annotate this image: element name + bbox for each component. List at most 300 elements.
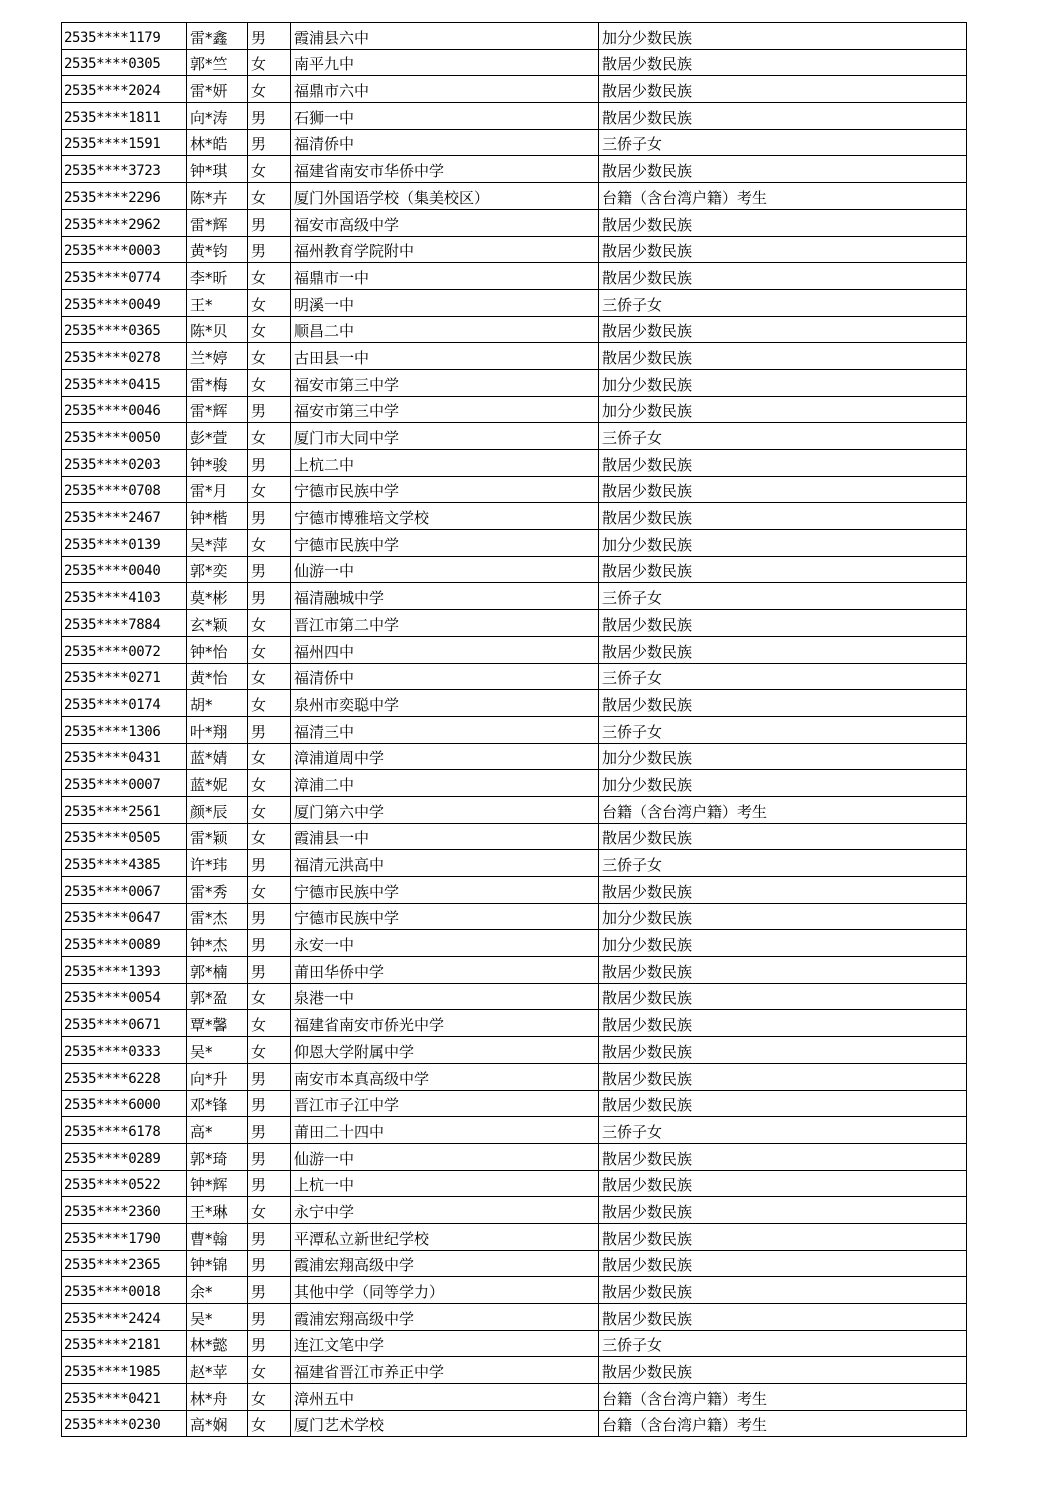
name-cell: 雷*辉 [187, 209, 248, 236]
school-cell: 仙游一中 [291, 556, 599, 583]
candidate-id-cell: 2535****7884 [62, 610, 187, 637]
table-row [62, 23, 967, 50]
category-cell: 加分少数民族 [599, 530, 967, 557]
school-cell: 泉州市奕聪中学 [291, 690, 599, 717]
school-cell: 晋江市第二中学 [291, 610, 599, 637]
category-cell: 三侨子女 [599, 663, 967, 690]
candidate-id-cell: 2535****0415 [62, 369, 187, 396]
table-row [62, 1357, 967, 1384]
school-cell: 其他中学（同等学力） [291, 1277, 599, 1304]
school-cell: 漳浦二中 [291, 770, 599, 797]
gender-cell: 男 [248, 716, 291, 743]
category-cell: 散居少数民族 [599, 343, 967, 370]
candidate-id-cell: 2535****0007 [62, 770, 187, 797]
school-cell: 福建省晋江市养正中学 [291, 1357, 599, 1384]
school-cell: 福建省南安市华侨中学 [291, 156, 599, 183]
school-cell: 晋江市子江中学 [291, 1090, 599, 1117]
table-row [62, 129, 967, 156]
category-cell: 加分少数民族 [599, 369, 967, 396]
name-cell: 雷*杰 [187, 903, 248, 930]
candidate-id-cell: 2535****0018 [62, 1277, 187, 1304]
table-row [62, 476, 967, 503]
gender-cell: 女 [248, 289, 291, 316]
name-cell: 雷*鑫 [187, 23, 248, 50]
school-cell: 宁德市民族中学 [291, 903, 599, 930]
school-cell: 上杭一中 [291, 1170, 599, 1197]
table-row [62, 823, 967, 850]
name-cell: 兰*婷 [187, 343, 248, 370]
name-cell: 高*娴 [187, 1410, 248, 1437]
gender-cell: 女 [248, 76, 291, 103]
candidate-id-cell: 2535****2365 [62, 1250, 187, 1277]
candidate-id-cell: 2535****0050 [62, 423, 187, 450]
candidate-id-cell: 2535****2424 [62, 1304, 187, 1331]
name-cell: 吴* [187, 1037, 248, 1064]
candidate-id-cell: 2535****0049 [62, 289, 187, 316]
name-cell: 雷*秀 [187, 877, 248, 904]
name-cell: 郭*楠 [187, 957, 248, 984]
table-row [62, 530, 967, 557]
school-cell: 莆田华侨中学 [291, 957, 599, 984]
gender-cell: 女 [248, 1410, 291, 1437]
roster-table [61, 22, 967, 1437]
table-row [62, 76, 967, 103]
category-cell: 散居少数民族 [599, 450, 967, 477]
table-row [62, 636, 967, 663]
category-cell: 散居少数民族 [599, 1223, 967, 1250]
candidate-id-cell: 2535****0203 [62, 450, 187, 477]
school-cell: 霞浦宏翔高级中学 [291, 1250, 599, 1277]
school-cell: 仙游一中 [291, 1143, 599, 1170]
gender-cell: 女 [248, 530, 291, 557]
gender-cell: 男 [248, 1063, 291, 1090]
category-cell: 台籍（含台湾户籍）考生 [599, 796, 967, 823]
table-row [62, 423, 967, 450]
table-row [62, 503, 967, 530]
candidate-id-cell: 2535****0139 [62, 530, 187, 557]
gender-cell: 男 [248, 930, 291, 957]
candidate-id-cell: 2535****1790 [62, 1223, 187, 1250]
gender-cell: 男 [248, 1277, 291, 1304]
name-cell: 高* [187, 1117, 248, 1144]
gender-cell: 男 [248, 1330, 291, 1357]
category-cell: 散居少数民族 [599, 1170, 967, 1197]
category-cell: 散居少数民族 [599, 1010, 967, 1037]
name-cell: 叶*翔 [187, 716, 248, 743]
school-cell: 厦门艺术学校 [291, 1410, 599, 1437]
candidate-id-cell: 2535****0054 [62, 983, 187, 1010]
category-cell: 散居少数民族 [599, 503, 967, 530]
category-cell: 台籍（含台湾户籍）考生 [599, 1410, 967, 1437]
candidate-id-cell: 2535****2467 [62, 503, 187, 530]
table-row [62, 1304, 967, 1331]
gender-cell: 女 [248, 770, 291, 797]
candidate-id-cell: 2535****2181 [62, 1330, 187, 1357]
category-cell: 加分少数民族 [599, 23, 967, 50]
candidate-id-cell: 2535****2360 [62, 1197, 187, 1224]
school-cell: 宁德市博雅培文学校 [291, 503, 599, 530]
category-cell: 三侨子女 [599, 583, 967, 610]
table-row [62, 209, 967, 236]
name-cell: 雷*辉 [187, 396, 248, 423]
table-row [62, 770, 967, 797]
category-cell: 台籍（含台湾户籍）考生 [599, 183, 967, 210]
gender-cell: 女 [248, 343, 291, 370]
gender-cell: 男 [248, 850, 291, 877]
candidate-id-cell: 2535****0431 [62, 743, 187, 770]
gender-cell: 男 [248, 23, 291, 50]
name-cell: 陈*卉 [187, 183, 248, 210]
table-row [62, 1197, 967, 1224]
category-cell: 三侨子女 [599, 716, 967, 743]
table-row [62, 1063, 967, 1090]
gender-cell: 女 [248, 1037, 291, 1064]
table-row [62, 316, 967, 343]
category-cell: 三侨子女 [599, 423, 967, 450]
name-cell: 玄*颖 [187, 610, 248, 637]
category-cell: 散居少数民族 [599, 156, 967, 183]
gender-cell: 女 [248, 423, 291, 450]
candidate-id-cell: 2535****0067 [62, 877, 187, 904]
name-cell: 李*昕 [187, 263, 248, 290]
category-cell: 散居少数民族 [599, 209, 967, 236]
school-cell: 霞浦县一中 [291, 823, 599, 850]
gender-cell: 男 [248, 1223, 291, 1250]
table-row [62, 1143, 967, 1170]
school-cell: 福州四中 [291, 636, 599, 663]
name-cell: 雷*梅 [187, 369, 248, 396]
category-cell: 散居少数民族 [599, 1143, 967, 1170]
name-cell: 陈*贝 [187, 316, 248, 343]
name-cell: 赵*苹 [187, 1357, 248, 1384]
name-cell: 莫*彬 [187, 583, 248, 610]
table-row [62, 850, 967, 877]
candidate-id-cell: 2535****4385 [62, 850, 187, 877]
name-cell: 钟*辉 [187, 1170, 248, 1197]
gender-cell: 女 [248, 877, 291, 904]
name-cell: 颜*辰 [187, 796, 248, 823]
table-row [62, 877, 967, 904]
table-row [62, 343, 967, 370]
gender-cell: 男 [248, 556, 291, 583]
candidate-id-cell: 2535****1306 [62, 716, 187, 743]
name-cell: 雷*月 [187, 476, 248, 503]
category-cell: 三侨子女 [599, 1330, 967, 1357]
candidate-id-cell: 2535****0072 [62, 636, 187, 663]
gender-cell: 男 [248, 583, 291, 610]
category-cell: 散居少数民族 [599, 556, 967, 583]
candidate-id-cell: 2535****0003 [62, 236, 187, 263]
table-row [62, 236, 967, 263]
school-cell: 厦门市大同中学 [291, 423, 599, 450]
candidate-id-cell: 2535****2024 [62, 76, 187, 103]
category-cell: 三侨子女 [599, 289, 967, 316]
name-cell: 钟*怡 [187, 636, 248, 663]
gender-cell: 女 [248, 1357, 291, 1384]
school-cell: 福建省南安市侨光中学 [291, 1010, 599, 1037]
gender-cell: 男 [248, 1090, 291, 1117]
candidate-id-cell: 2535****0089 [62, 930, 187, 957]
name-cell: 曹*翰 [187, 1223, 248, 1250]
candidate-id-cell: 2535****0271 [62, 663, 187, 690]
name-cell: 王*琳 [187, 1197, 248, 1224]
candidate-id-cell: 2535****1393 [62, 957, 187, 984]
category-cell: 三侨子女 [599, 850, 967, 877]
candidate-id-cell: 2535****0230 [62, 1410, 187, 1437]
name-cell: 余* [187, 1277, 248, 1304]
table-row [62, 903, 967, 930]
table-row [62, 263, 967, 290]
gender-cell: 男 [248, 236, 291, 263]
gender-cell: 男 [248, 1143, 291, 1170]
category-cell: 散居少数民族 [599, 823, 967, 850]
candidate-id-cell: 2535****2561 [62, 796, 187, 823]
school-cell: 福安市第三中学 [291, 369, 599, 396]
name-cell: 郭*奕 [187, 556, 248, 583]
candidate-id-cell: 2535****0421 [62, 1384, 187, 1411]
name-cell: 雷*妍 [187, 76, 248, 103]
candidate-id-cell: 2535****0774 [62, 263, 187, 290]
candidate-id-cell: 2535****0522 [62, 1170, 187, 1197]
table-row [62, 690, 967, 717]
gender-cell: 男 [248, 1117, 291, 1144]
school-cell: 明溪一中 [291, 289, 599, 316]
school-cell: 霞浦县六中 [291, 23, 599, 50]
category-cell: 散居少数民族 [599, 1197, 967, 1224]
name-cell: 钟*杰 [187, 930, 248, 957]
school-cell: 莆田二十四中 [291, 1117, 599, 1144]
table-row [62, 1384, 967, 1411]
table-row [62, 396, 967, 423]
candidate-id-cell: 2535****4103 [62, 583, 187, 610]
school-cell: 福鼎市六中 [291, 76, 599, 103]
table-row [62, 663, 967, 690]
category-cell: 散居少数民族 [599, 76, 967, 103]
table-row [62, 610, 967, 637]
name-cell: 向*涛 [187, 103, 248, 130]
gender-cell: 女 [248, 476, 291, 503]
table-row [62, 289, 967, 316]
name-cell: 邓*锋 [187, 1090, 248, 1117]
category-cell: 散居少数民族 [599, 476, 967, 503]
category-cell: 散居少数民族 [599, 1090, 967, 1117]
school-cell: 福清侨中 [291, 129, 599, 156]
school-cell: 厦门外国语学校（集美校区） [291, 183, 599, 210]
school-cell: 平潭私立新世纪学校 [291, 1223, 599, 1250]
table-row [62, 556, 967, 583]
category-cell: 加分少数民族 [599, 770, 967, 797]
candidate-id-cell: 2535****0305 [62, 49, 187, 76]
name-cell: 林*懿 [187, 1330, 248, 1357]
school-cell: 漳浦道周中学 [291, 743, 599, 770]
candidate-id-cell: 2535****0174 [62, 690, 187, 717]
category-cell: 散居少数民族 [599, 983, 967, 1010]
candidate-id-cell: 2535****0671 [62, 1010, 187, 1037]
school-cell: 顺昌二中 [291, 316, 599, 343]
candidate-id-cell: 2535****0278 [62, 343, 187, 370]
table-row [62, 1037, 967, 1064]
gender-cell: 女 [248, 1197, 291, 1224]
candidate-id-cell: 2535****0647 [62, 903, 187, 930]
gender-cell: 女 [248, 823, 291, 850]
category-cell: 三侨子女 [599, 1117, 967, 1144]
gender-cell: 男 [248, 450, 291, 477]
category-cell: 加分少数民族 [599, 743, 967, 770]
name-cell: 黄*怡 [187, 663, 248, 690]
gender-cell: 男 [248, 1250, 291, 1277]
name-cell: 郭*琦 [187, 1143, 248, 1170]
school-cell: 宁德市民族中学 [291, 877, 599, 904]
gender-cell: 男 [248, 957, 291, 984]
gender-cell: 女 [248, 796, 291, 823]
name-cell: 钟*楷 [187, 503, 248, 530]
name-cell: 郭*竺 [187, 49, 248, 76]
gender-cell: 女 [248, 1010, 291, 1037]
gender-cell: 女 [248, 1384, 291, 1411]
school-cell: 厦门第六中学 [291, 796, 599, 823]
category-cell: 散居少数民族 [599, 1250, 967, 1277]
school-cell: 福鼎市一中 [291, 263, 599, 290]
name-cell: 钟*骏 [187, 450, 248, 477]
category-cell: 三侨子女 [599, 129, 967, 156]
table-row [62, 983, 967, 1010]
table-row [62, 1010, 967, 1037]
category-cell: 散居少数民族 [599, 236, 967, 263]
gender-cell: 男 [248, 903, 291, 930]
category-cell: 加分少数民族 [599, 930, 967, 957]
category-cell: 散居少数民族 [599, 877, 967, 904]
candidate-id-cell: 2535****1591 [62, 129, 187, 156]
candidate-id-cell: 2535****1811 [62, 103, 187, 130]
gender-cell: 女 [248, 263, 291, 290]
gender-cell: 男 [248, 103, 291, 130]
category-cell: 散居少数民族 [599, 636, 967, 663]
table-row [62, 49, 967, 76]
school-cell: 永宁中学 [291, 1197, 599, 1224]
school-cell: 石狮一中 [291, 103, 599, 130]
candidate-id-cell: 2535****0289 [62, 1143, 187, 1170]
category-cell: 散居少数民族 [599, 263, 967, 290]
school-cell: 仰恩大学附属中学 [291, 1037, 599, 1064]
gender-cell: 男 [248, 1170, 291, 1197]
gender-cell: 男 [248, 503, 291, 530]
category-cell: 散居少数民族 [599, 957, 967, 984]
table-row [62, 183, 967, 210]
table-row [62, 716, 967, 743]
table-row [62, 583, 967, 610]
table-row [62, 930, 967, 957]
school-cell: 福安市高级中学 [291, 209, 599, 236]
name-cell: 林*皓 [187, 129, 248, 156]
table-row [62, 1330, 967, 1357]
school-cell: 福清融城中学 [291, 583, 599, 610]
table-row [62, 450, 967, 477]
candidate-id-cell: 2535****0505 [62, 823, 187, 850]
category-cell: 加分少数民族 [599, 903, 967, 930]
table-row [62, 1250, 967, 1277]
table-row [62, 1170, 967, 1197]
candidate-id-cell: 2535****6000 [62, 1090, 187, 1117]
gender-cell: 女 [248, 690, 291, 717]
school-cell: 南平九中 [291, 49, 599, 76]
table-row [62, 743, 967, 770]
table-row [62, 103, 967, 130]
gender-cell: 女 [248, 663, 291, 690]
school-cell: 福清三中 [291, 716, 599, 743]
category-cell: 散居少数民族 [599, 103, 967, 130]
category-cell: 散居少数民族 [599, 1037, 967, 1064]
name-cell: 向*升 [187, 1063, 248, 1090]
gender-cell: 女 [248, 743, 291, 770]
candidate-id-cell: 2535****0708 [62, 476, 187, 503]
table-row [62, 369, 967, 396]
gender-cell: 男 [248, 209, 291, 236]
table-row [62, 957, 967, 984]
gender-cell: 女 [248, 156, 291, 183]
name-cell: 王* [187, 289, 248, 316]
candidate-id-cell: 2535****3723 [62, 156, 187, 183]
name-cell: 蓝*妮 [187, 770, 248, 797]
candidate-id-cell: 2535****0365 [62, 316, 187, 343]
name-cell: 彭*萱 [187, 423, 248, 450]
category-cell: 散居少数民族 [599, 1357, 967, 1384]
table-row [62, 156, 967, 183]
name-cell: 钟*锦 [187, 1250, 248, 1277]
table-row [62, 796, 967, 823]
candidate-id-cell: 2535****1179 [62, 23, 187, 50]
school-cell: 上杭二中 [291, 450, 599, 477]
gender-cell: 男 [248, 396, 291, 423]
table-row [62, 1277, 967, 1304]
school-cell: 永安一中 [291, 930, 599, 957]
category-cell: 散居少数民族 [599, 1304, 967, 1331]
name-cell: 许*玮 [187, 850, 248, 877]
table-row [62, 1410, 967, 1437]
name-cell: 林*舟 [187, 1384, 248, 1411]
name-cell: 黄*钧 [187, 236, 248, 263]
school-cell: 宁德市民族中学 [291, 476, 599, 503]
school-cell: 霞浦宏翔高级中学 [291, 1304, 599, 1331]
name-cell: 吴*萍 [187, 530, 248, 557]
category-cell: 加分少数民族 [599, 396, 967, 423]
candidate-id-cell: 2535****0333 [62, 1037, 187, 1064]
gender-cell: 女 [248, 183, 291, 210]
gender-cell: 男 [248, 129, 291, 156]
name-cell: 雷*颖 [187, 823, 248, 850]
category-cell: 散居少数民族 [599, 1063, 967, 1090]
school-cell: 福清元洪高中 [291, 850, 599, 877]
name-cell: 吴* [187, 1304, 248, 1331]
candidate-id-cell: 2535****0046 [62, 396, 187, 423]
gender-cell: 男 [248, 1304, 291, 1331]
gender-cell: 女 [248, 49, 291, 76]
candidate-id-cell: 2535****6228 [62, 1063, 187, 1090]
gender-cell: 女 [248, 316, 291, 343]
table-row [62, 1223, 967, 1250]
candidate-id-cell: 2535****2962 [62, 209, 187, 236]
school-cell: 古田县一中 [291, 343, 599, 370]
candidate-id-cell: 2535****6178 [62, 1117, 187, 1144]
school-cell: 福州教育学院附中 [291, 236, 599, 263]
category-cell: 散居少数民族 [599, 610, 967, 637]
name-cell: 胡* [187, 690, 248, 717]
school-cell: 漳州五中 [291, 1384, 599, 1411]
roster-body [62, 23, 967, 1437]
gender-cell: 女 [248, 369, 291, 396]
school-cell: 宁德市民族中学 [291, 530, 599, 557]
name-cell: 覃*馨 [187, 1010, 248, 1037]
category-cell: 散居少数民族 [599, 49, 967, 76]
